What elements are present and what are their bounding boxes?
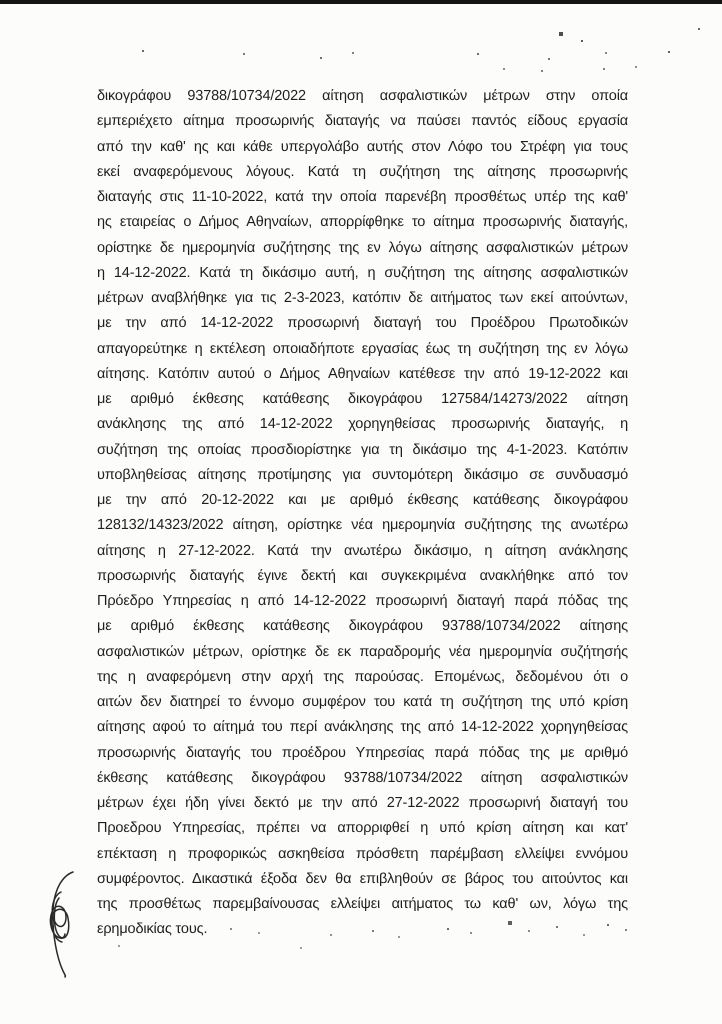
text-line: συμφέροντος. Δικαστικά έξοδα δεν θα επιβληθούν σε βάρος του αιτούντος και: [97, 870, 628, 887]
text-line: με αριθμό έκθεσης κατάθεσης δικογράφου 127584/14273/2022 αίτηση: [97, 391, 628, 407]
text-line: ανάκλησης της από 14-12-2022 χορηγηθείσας προσωρινής διαταγής, η: [97, 416, 628, 433]
text-line: με την από 20-12-2022 και με αριθμό έκθεσης κατάθεσης δικογράφου: [97, 492, 628, 508]
text-line: διαταγής στις 11-10-2022, κατά την οποία παρενέβη προσθέτως υπέρ της καθ': [97, 189, 628, 205]
text-line: προσωρινής διαταγής του προέδρου Υπηρεσίας παρά πόδας της με αριθμό: [97, 744, 628, 761]
text-line: επέκταση η προφορικώς ασκηθείσα πρόσθετη παρέμβαση ελλείψει εννόμου: [97, 845, 628, 862]
scan-edge-line: [0, 0, 722, 4]
text-line: έκθεσης κατάθεσης δικογράφου 93788/10734/2022 αίτηση ασφαλιστικών: [97, 769, 628, 786]
text-line: 128132/14323/2022 αίτηση, ορίστηκε νέα ημερομηνία συζήτησης της ανωτέρω: [97, 517, 628, 534]
text-line: ορίστηκε δε ημερομηνία συζήτησης της εν λόγω αίτησης ασφαλιστικών μέτρων: [97, 239, 628, 256]
text-line: αίτησης. Κατόπιν αυτού ο Δήμος Αθηναίων κατέθεσε την από 19-12-2022 και: [97, 365, 628, 382]
text-line: αιτών δεν διατηρεί το έννομο συμφέρον του κατά τη συζήτηση της υπό κρίση: [97, 694, 628, 710]
text-line: ερημοδικίας τους.: [97, 921, 208, 938]
text-line: με την από 14-12-2022 προσωρινή διαταγή του Προέδρου Πρωτοδικών: [97, 315, 628, 332]
text-line: της προσθέτως παρεμβαίνουσας ελλείψει αιτήματος τω καθ' ων, λόγω της: [97, 896, 628, 912]
text-line: δικογράφου 93788/10734/2022 αίτηση ασφαλιστικών μέτρων στην οποία: [97, 88, 628, 104]
scribble-icon: [42, 868, 82, 978]
text-line: προσωρινής διαταγής έγινε δεκτή και συγκεκριμένα ανακλήθηκε από τον: [97, 567, 628, 584]
text-line: από την καθ' ης και κάθε υπεργολάβο αυτής στον Λόφο του Στρέφη για τους: [97, 138, 628, 155]
text-line: αίτησης αφού το αίτημά του περί ανάκλησης της από 14-12-2022 χορηγηθείσας: [97, 719, 628, 736]
text-line: μέτρων έχει ήδη γίνει δεκτό με την από 27-12-2022 προσωρινή διαταγή του: [97, 795, 628, 811]
text-line: Πρόεδρο Υπηρεσίας η από 14-12-2022 προσωρινή διαταγή παρά πόδας της: [97, 593, 628, 609]
handwritten-scribble-mark: [42, 868, 82, 978]
text-line: ασφαλιστικών μέτρων, ορίστηκε δε εκ παραδρομής νέα ημερομηνία συζήτησής: [97, 643, 628, 660]
text-line: ης εταιρείας ο Δήμος Αθηναίων, απορρίφθηκε το αίτημα προσωρινής διαταγής,: [97, 214, 628, 231]
text-line: η 14-12-2022. Κατά τη δικάσιμο αυτή, η συζήτηση της αίτησης ασφαλιστικών: [97, 264, 628, 281]
text-line: της η αναφερόμενη στην αρχή της παρούσας. Επομένως, δεδομένου ότι ο: [97, 668, 628, 685]
text-line: υποβληθείσας αίτησης προτίμησης για συντομότερη δικάσιμο σε συνδυασμό: [97, 466, 628, 483]
text-line: εμπεριέχετο αίτημα προσωρινής διαταγής να παύσει παντός είδους εργασία: [97, 113, 628, 130]
text-line: μέτρων αναβλήθηκε για τις 2-3-2023, κατόπιν δε αιτήματος των εκεί αιτούντων,: [97, 290, 628, 306]
text-line: με αριθμό έκθεσης κατάθεσης δικογράφου 93788/10734/2022 αίτησης: [97, 618, 628, 635]
text-line: συζήτηση της οποίας προσδιορίστηκε για τη δικάσιμο της 4-1-2023. Κατόπιν: [97, 441, 628, 458]
text-line: αίτησης η 27-12-2022. Κατά την ανωτέρω δικάσιμο, η αίτηση ανάκλησης: [97, 542, 628, 559]
text-line: απαγορεύτηκε η εκτέλεση οποιαδήποτε εργασίας έως τη συζήτηση της εν λόγω: [97, 340, 628, 357]
document-text: [97, 84, 628, 943]
text-line: Προεδρου Υπηρεσίας, πρέπει να απορριφθεί η υπό κρίση αίτηση και κατ': [97, 820, 628, 837]
scan-noise: [0, 0, 2, 2]
text-line: εκεί αναφερόμενους λόγους. Κατά τη συζήτηση της αίτησης προσωρινής: [97, 163, 628, 180]
